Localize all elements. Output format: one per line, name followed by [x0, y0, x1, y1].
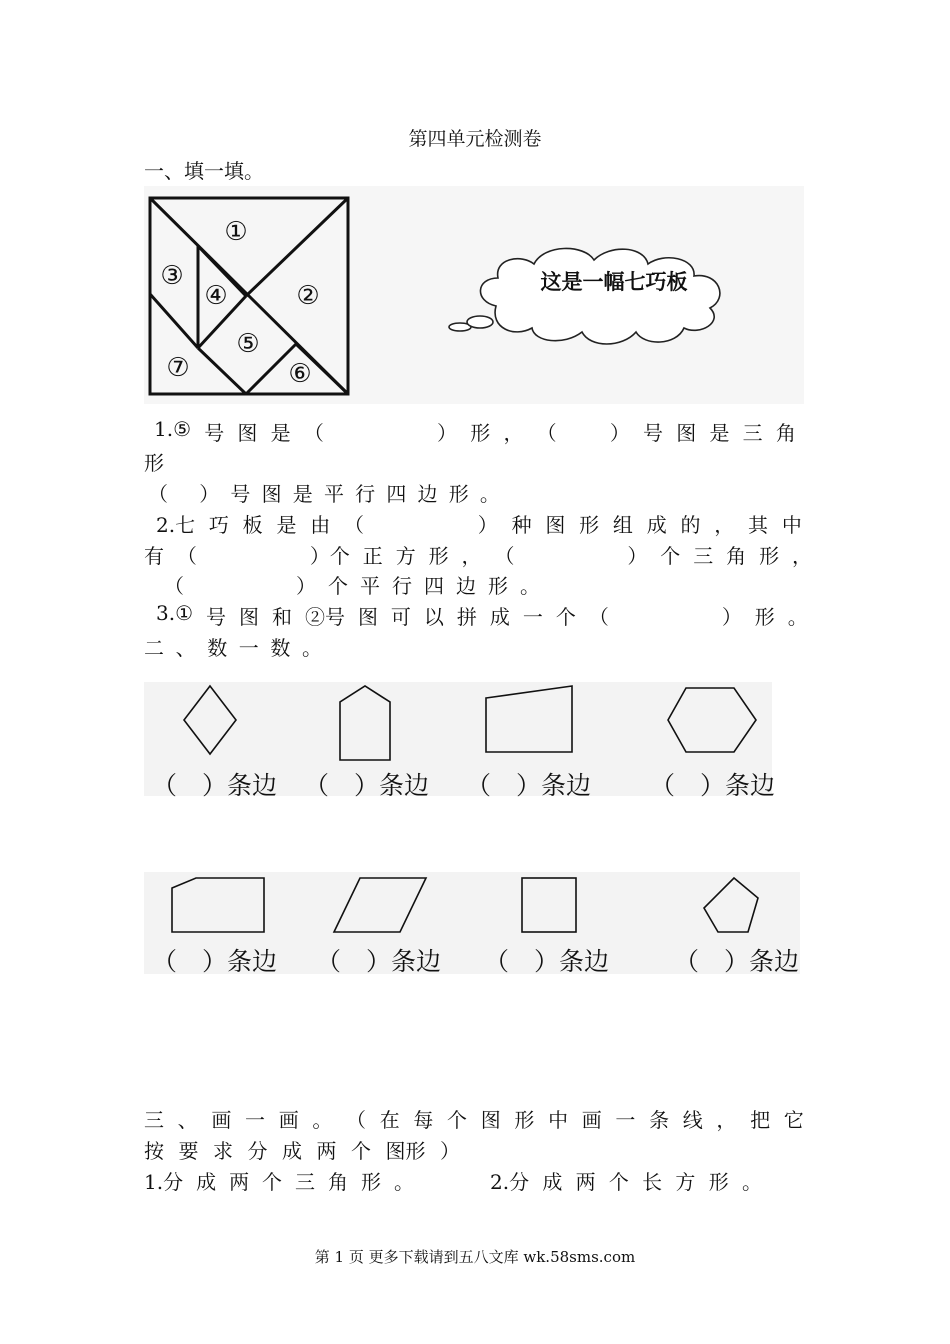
text-token: 号 [643, 421, 664, 445]
text-token: 形 [361, 1170, 381, 1194]
shape-pentagon-house [340, 686, 390, 760]
text-token: 分 [247, 1139, 268, 1163]
tangram-label-3: ③ [160, 261, 184, 291]
answer-blank[interactable]: ） [627, 544, 648, 568]
text-token: （ [164, 574, 184, 598]
text-token: 个 [351, 1139, 371, 1163]
section1-heading: 一、填一填。 [144, 159, 264, 183]
text-token: 一 [245, 1108, 266, 1132]
text-token: 形 [579, 513, 600, 537]
text-token: 号 [230, 482, 251, 506]
text-token: 成 [282, 1139, 302, 1163]
text-token: 两 [316, 1139, 337, 1163]
question-1-line-1 [154, 417, 796, 446]
text-token: 线 [682, 1108, 703, 1132]
section3-heading-line-2 [144, 1135, 460, 1164]
text-token: 有 [144, 544, 164, 568]
shape-hexagon [668, 688, 756, 752]
text-token: 每 [413, 1108, 434, 1132]
text-token: 图形 [385, 1139, 426, 1163]
text-token: 种 [511, 513, 532, 537]
text-token: 画 [581, 1108, 602, 1132]
text-token: 2.分 [490, 1170, 530, 1194]
text-token: 拼 [456, 605, 477, 629]
question-2-line-3 [164, 570, 540, 599]
text-token: 个 [262, 1170, 283, 1194]
text-token: 是 [292, 482, 313, 506]
text-token: 数 [270, 636, 291, 660]
text-token: 边 [417, 482, 438, 506]
text-token: 。 [301, 636, 322, 660]
answer-blank[interactable]: ）个 [309, 544, 350, 568]
question-1-line-2 [148, 478, 500, 507]
text-token: 画 [211, 1108, 232, 1132]
text-token: 中 [781, 513, 802, 537]
text-token: 形 [488, 574, 508, 598]
side-count-label: （ ）条边 [674, 947, 800, 976]
answer-blank[interactable]: ） [477, 513, 498, 537]
text-token: 成 [489, 605, 510, 629]
shape-regular-pentagon [704, 878, 758, 932]
section3-task-1 [144, 1166, 414, 1195]
shape-square [522, 878, 576, 932]
text-token: 一 [522, 605, 543, 629]
tangram-label-7: ⑦ [166, 353, 190, 383]
cloud-text: 这是一幅七巧板 [540, 270, 688, 294]
text-token: 1.分 [144, 1170, 184, 1194]
tangram-label-1: ① [224, 217, 248, 247]
text-token: 个 [328, 574, 348, 598]
answer-blank[interactable]: ） [609, 421, 630, 445]
text-token: 可 [390, 605, 411, 629]
tangram-label-6: ⑥ [288, 359, 312, 389]
text-token: 。 [393, 1170, 414, 1194]
text-token: 2.七 [156, 513, 196, 537]
text-token: 形 [428, 544, 449, 568]
side-count-label: （ ）条边 [466, 771, 592, 800]
text-token: 图 [357, 605, 378, 629]
side-count-label: （ ）条边 [152, 771, 278, 800]
cloud-body [480, 248, 719, 344]
text-token: （ [536, 421, 557, 445]
answer-blank[interactable]: ） [721, 605, 742, 629]
text-token: ， [503, 421, 524, 445]
shape-rhombus [184, 686, 236, 754]
text-token: 平 [360, 574, 380, 598]
text-token: 由 [310, 513, 331, 537]
text-token: 方 [675, 1170, 696, 1194]
text-token: 三 [144, 1108, 164, 1132]
text-token: ， [714, 513, 735, 537]
text-token: （ [176, 544, 197, 568]
text-token: 成 [542, 1170, 563, 1194]
text-token: 边 [456, 574, 476, 598]
tangram-label-2: ② [296, 281, 320, 311]
question-3-line-1 [156, 601, 808, 630]
shapes-row-1-drawings [144, 682, 772, 762]
cloud-bubble-mid [467, 316, 493, 328]
question-2-line-1 [156, 509, 802, 538]
text-token: 个 [660, 544, 681, 568]
text-token: 行 [392, 574, 412, 598]
side-count-label: （ ）条边 [316, 947, 442, 976]
tangram-figure [144, 186, 804, 404]
text-token: 个 [608, 1170, 629, 1194]
shape-trapezoid [486, 686, 572, 752]
text-token: 长 [642, 1170, 663, 1194]
text-token: 以 [423, 605, 444, 629]
text-token: 四 [386, 482, 407, 506]
page-footer: 第 1 页 更多下载请到五八文库 wk.58sms.com [314, 1248, 636, 1266]
side-count-label: （ ）条边 [484, 947, 610, 976]
shape-parallelogram [334, 878, 426, 932]
text-token: 三 [693, 544, 714, 568]
text-token: ②号 [304, 605, 345, 629]
question-2-line-2 [144, 540, 812, 569]
text-token: ， [461, 544, 482, 568]
text-token: （ [148, 482, 168, 506]
text-token: 形 [759, 544, 780, 568]
tangram-label-4: ④ [204, 281, 228, 311]
text-token: 1.⑤ [154, 417, 192, 441]
text-token: 在 [379, 1108, 400, 1132]
answer-blank[interactable]: ） [296, 574, 316, 598]
text-token: 行 [355, 482, 376, 506]
text-token: 正 [362, 544, 383, 568]
text-token: 的 [680, 513, 701, 537]
text-token: 图 [480, 1108, 501, 1132]
shapes-row-1 [144, 682, 776, 800]
text-token: 号 [204, 421, 225, 445]
text-token: 个 [447, 1108, 468, 1132]
text-token: 成 [646, 513, 667, 537]
text-token: 两 [575, 1170, 596, 1194]
text-token: 、 [175, 636, 196, 660]
text-token: 条 [649, 1108, 670, 1132]
text-token: 是 [270, 421, 291, 445]
text-token: （ [494, 544, 515, 568]
text-token: 数 [207, 636, 228, 660]
shape-pentagon-cut-corner [172, 878, 264, 932]
text-token: 是 [276, 513, 297, 537]
section2-heading [144, 632, 322, 661]
text-token: 板 [242, 513, 263, 537]
text-token: 。 [787, 605, 808, 629]
text-token: 两 [229, 1170, 250, 1194]
shapes-row-2 [144, 872, 800, 974]
text-token: 和 [271, 605, 292, 629]
text-token: 其 [748, 513, 769, 537]
text-token: ） [440, 1139, 460, 1163]
text-token: 。 [520, 574, 540, 598]
question-1-line-1-tail: 形 [144, 451, 164, 475]
text-token: 按 [144, 1139, 164, 1163]
text-token: 角 [328, 1170, 349, 1194]
text-token: 图 [545, 513, 566, 537]
text-token: 。 [741, 1170, 762, 1194]
text-token: 是 [709, 421, 730, 445]
text-token: 中 [548, 1108, 569, 1132]
text-token: 个 [555, 605, 576, 629]
text-token: 图 [237, 421, 258, 445]
text-token: 一 [615, 1108, 636, 1132]
text-token: 图 [238, 605, 259, 629]
text-token: 四 [424, 574, 444, 598]
text-token: 号 [206, 605, 226, 629]
section3-heading-line-1 [144, 1104, 804, 1133]
text-token: 它 [783, 1108, 804, 1132]
text-token: 角 [726, 544, 747, 568]
text-token: ， [791, 544, 812, 568]
text-token: 平 [323, 482, 344, 506]
section3-task-2 [490, 1166, 762, 1195]
text-token: 组 [612, 513, 633, 537]
text-token: （ [303, 421, 324, 445]
text-token: 形 [754, 605, 775, 629]
text-token: 方 [395, 544, 416, 568]
answer-blank[interactable]: ） [437, 421, 458, 445]
text-token: 要 [178, 1139, 199, 1163]
answer-blank[interactable]: ） [199, 482, 220, 506]
text-token: 形 [514, 1108, 535, 1132]
text-token: 三 [295, 1170, 316, 1194]
text-token: （ [588, 605, 609, 629]
text-token: 一 [238, 636, 259, 660]
text-token: ， [716, 1108, 737, 1132]
text-token: 把 [750, 1108, 771, 1132]
text-token: （ [344, 513, 364, 537]
shapes-row-2-drawings [144, 872, 800, 938]
text-token: 图 [261, 482, 282, 506]
text-token: 形 [470, 421, 491, 445]
page-title: 第四单元检测卷 [408, 128, 542, 150]
side-count-label: （ ）条边 [152, 947, 278, 976]
side-count-label: （ ）条边 [304, 771, 430, 800]
text-token: （ [346, 1108, 367, 1132]
text-token: 成 [196, 1170, 217, 1194]
text-token: 3.① [156, 601, 194, 625]
side-count-label: （ ）条边 [650, 771, 776, 800]
text-token: 角 [775, 421, 796, 445]
text-token: 形 [448, 482, 469, 506]
text-token: 、 [177, 1108, 198, 1132]
text-token: 图 [676, 421, 697, 445]
text-token: 三 [742, 421, 763, 445]
text-token: 。 [312, 1108, 333, 1132]
tangram-label-5: ⑤ [236, 329, 260, 359]
text-token: 二 [144, 636, 164, 660]
text-token: 。 [479, 482, 500, 506]
text-token: 画 [278, 1108, 299, 1132]
text-token: 求 [213, 1139, 233, 1163]
text-token: 形 [708, 1170, 729, 1194]
text-token: 巧 [208, 513, 229, 537]
